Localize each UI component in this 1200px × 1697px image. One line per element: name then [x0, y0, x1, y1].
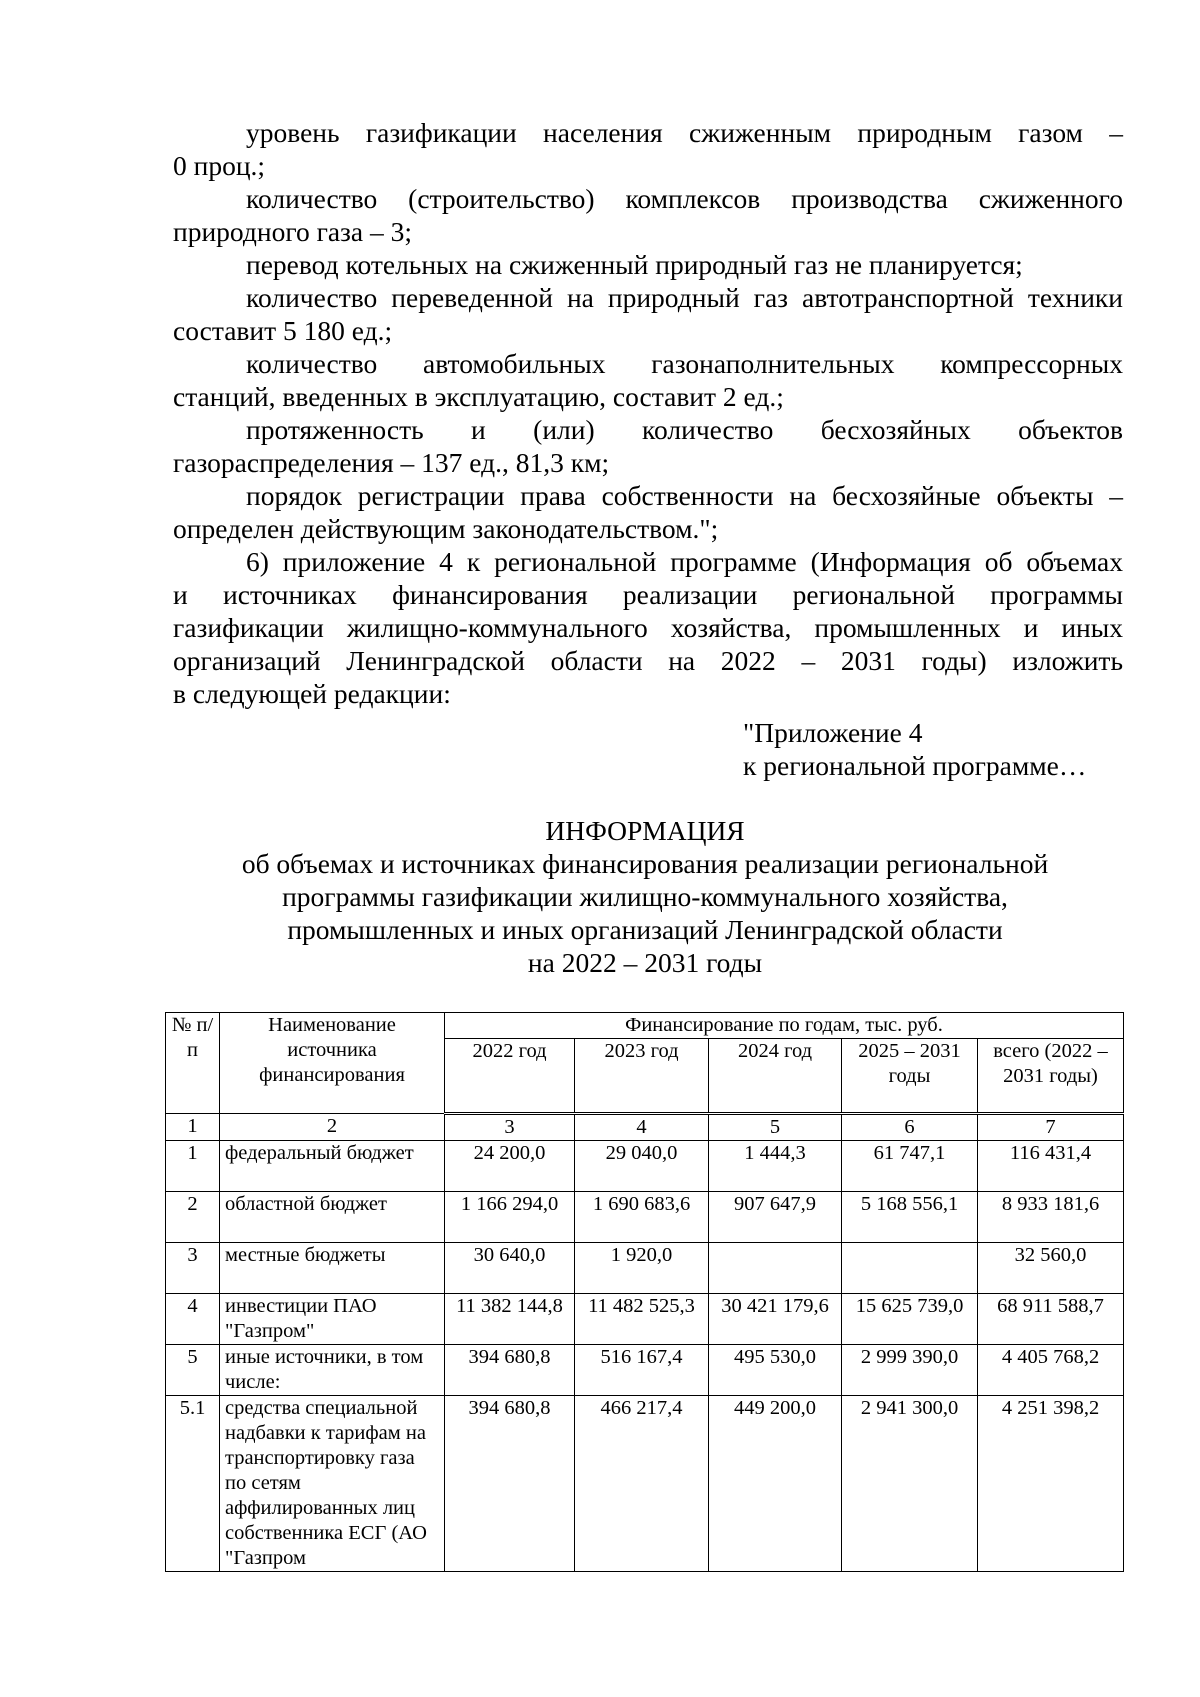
- cell-2025-2031: 15 625 739,0: [842, 1294, 978, 1345]
- header-2022: 2022 год: [445, 1039, 575, 1114]
- table-row: [166, 1345, 1124, 1396]
- paragraph-line: протяженность и (или) количество бесхозяйных объектов: [246, 414, 1123, 445]
- paragraph-line: газораспределения – 137 ед., 81,3 км;: [173, 447, 610, 478]
- paragraph-line: и источниках финансирования реализации региональной программы: [173, 579, 1123, 610]
- row-source: областной бюджет: [220, 1192, 445, 1243]
- paragraph-line: количество переведенной на природный газ автотранспортной техники: [246, 282, 1123, 313]
- paragraph-appendix-4: [173, 545, 1123, 710]
- table-row: [166, 1294, 1124, 1345]
- header-total: всего (2022 – 2031 годы): [978, 1039, 1124, 1114]
- paragraph-line: газификации жилищно-коммунального хозяйства, промышленных и иных: [173, 612, 1123, 643]
- paragraph-line: перевод котельных на сжиженный природный газ не планируется;: [246, 249, 1023, 280]
- paragraph-lng-complexes: [173, 182, 1123, 248]
- table-row: [166, 1192, 1124, 1243]
- cell-2022: 1 166 294,0: [445, 1192, 575, 1243]
- financing-table: [165, 1012, 1124, 1572]
- cell-2023: 466 217,4: [575, 1396, 709, 1572]
- row-num: 3: [166, 1243, 220, 1294]
- column-number: 7: [978, 1114, 1124, 1141]
- row-num: 2: [166, 1192, 220, 1243]
- cell-total: 8 933 181,6: [978, 1192, 1124, 1243]
- cell-2023: 516 167,4: [575, 1345, 709, 1396]
- cell-2025-2031: [842, 1243, 978, 1294]
- column-number: 2: [220, 1114, 445, 1141]
- table-row: [166, 1243, 1124, 1294]
- row-num: 5: [166, 1345, 220, 1396]
- cell-2022: 30 640,0: [445, 1243, 575, 1294]
- cell-2024: 30 421 179,6: [709, 1294, 842, 1345]
- cell-2024: 449 200,0: [709, 1396, 842, 1572]
- cell-total: 116 431,4: [978, 1141, 1124, 1192]
- cell-2025-2031: 2 999 390,0: [842, 1345, 978, 1396]
- paragraph-lng-level: [173, 116, 1123, 182]
- paragraph-line: порядок регистрации права собственности на бесхозяйные объекты –: [246, 480, 1123, 511]
- cell-total: 4 251 398,2: [978, 1396, 1124, 1572]
- column-number: 1: [166, 1114, 220, 1141]
- column-number-row: [166, 1114, 1124, 1141]
- column-number: 6: [842, 1114, 978, 1141]
- paragraph-line: станций, введенных в эксплуатацию, составит 2 ед.;: [173, 381, 784, 412]
- cell-2022: 394 680,8: [445, 1396, 575, 1572]
- paragraph-line: 0 проц.;: [173, 150, 266, 181]
- header-source-name: Наименование источника финансирования: [220, 1013, 445, 1114]
- cell-2023: 11 482 525,3: [575, 1294, 709, 1345]
- cell-2025-2031: 2 941 300,0: [842, 1396, 978, 1572]
- row-source: федеральный бюджет: [220, 1141, 445, 1192]
- paragraph-line: уровень газификации населения сжиженным природным газом –: [246, 117, 1123, 148]
- appendix-line-2: к региональной программе…: [743, 750, 1087, 781]
- paragraph-line: определен действующим законодательством.";: [173, 513, 719, 544]
- header-2025-2031: 2025 – 2031 годы: [842, 1039, 978, 1114]
- info-subtitle-line: на 2022 – 2031 годы: [527, 947, 763, 978]
- row-num: 4: [166, 1294, 220, 1345]
- info-subtitle-line: об объемах и источниках финансирования реализации региональной: [241, 848, 1049, 879]
- header-2023: 2023 год: [575, 1039, 709, 1114]
- cell-2023: 1 920,0: [575, 1243, 709, 1294]
- column-number: 5: [709, 1114, 842, 1141]
- cell-total: 68 911 588,7: [978, 1294, 1124, 1345]
- row-source: инвестиции ПАО "Газпром": [220, 1294, 445, 1345]
- info-subtitle-line: промышленных и иных организаций Ленинградской области: [287, 914, 1003, 945]
- paragraph-line: составит 5 180 ед.;: [173, 315, 393, 346]
- cell-2023: 1 690 683,6: [575, 1192, 709, 1243]
- header-num: № п/п: [166, 1013, 220, 1114]
- cell-2023: 29 040,0: [575, 1141, 709, 1192]
- paragraph-vehicles: [173, 281, 1123, 347]
- row-source: средства специальной надбавки к тарифам на транспортировку газа по сетям аффилированных лиц собственника ЕСГ (АО "Газпром: [220, 1396, 445, 1572]
- column-number: 3: [445, 1114, 575, 1141]
- paragraph-ownerless-objects: [173, 413, 1123, 479]
- paragraph-line: в следующей редакции:: [173, 678, 451, 709]
- paragraph-registration: [173, 479, 1123, 545]
- cell-2024: 495 530,0: [709, 1345, 842, 1396]
- paragraph-stations: [173, 347, 1123, 413]
- cell-total: 4 405 768,2: [978, 1345, 1124, 1396]
- cell-2024: 907 647,9: [709, 1192, 842, 1243]
- cell-2022: 11 382 144,8: [445, 1294, 575, 1345]
- appendix-line-1: "Приложение 4: [743, 717, 923, 748]
- cell-2022: 394 680,8: [445, 1345, 575, 1396]
- row-num: 1: [166, 1141, 220, 1192]
- table-row: [166, 1396, 1124, 1572]
- cell-2024: 1 444,3: [709, 1141, 842, 1192]
- paragraph-line: 6) приложение 4 к региональной программе (Информация об объемах: [246, 546, 1123, 577]
- row-source: иные источники, в том числе:: [220, 1345, 445, 1396]
- header-2024: 2024 год: [709, 1039, 842, 1114]
- info-subtitle-line: программы газификации жилищно-коммунального хозяйства,: [282, 881, 1008, 912]
- paragraph-boilers: [173, 248, 1123, 281]
- row-source: местные бюджеты: [220, 1243, 445, 1294]
- table-header-row: [166, 1013, 1124, 1039]
- table-row: [166, 1141, 1124, 1192]
- cell-2025-2031: 61 747,1: [842, 1141, 978, 1192]
- cell-2024: [709, 1243, 842, 1294]
- paragraph-line: количество автомобильных газонаполнительных компрессорных: [246, 348, 1123, 379]
- cell-2025-2031: 5 168 556,1: [842, 1192, 978, 1243]
- cell-2022: 24 200,0: [445, 1141, 575, 1192]
- column-number: 4: [575, 1114, 709, 1141]
- paragraph-line: природного газа – 3;: [173, 216, 413, 247]
- info-title-block: [150, 814, 1140, 979]
- cell-total: 32 560,0: [978, 1243, 1124, 1294]
- paragraph-line: организаций Ленинградской области на 2022 – 2031 годы) изложить: [173, 645, 1123, 676]
- row-num: 5.1: [166, 1396, 220, 1572]
- appendix-heading: [743, 716, 1086, 782]
- info-title: ИНФОРМАЦИЯ: [545, 815, 745, 846]
- paragraph-line: количество (строительство) комплексов производства сжиженного: [246, 183, 1123, 214]
- header-financing-group: Финансирование по годам, тыс. руб.: [445, 1013, 1124, 1039]
